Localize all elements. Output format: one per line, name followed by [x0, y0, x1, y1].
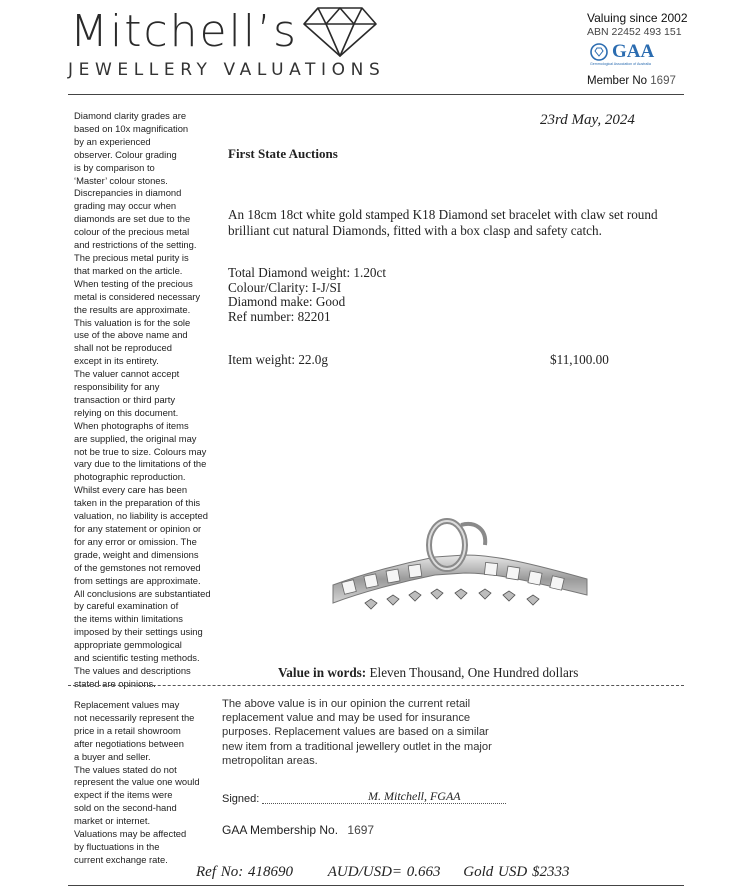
disclaimer-line: valuation, no liability is accepted: [74, 510, 208, 522]
replacement-line: a buyer and seller.: [74, 750, 151, 762]
disclaimer-line: appropriate gemmological: [74, 639, 182, 651]
replacement-line: The values stated do not: [74, 763, 177, 775]
footer-divider: [68, 885, 684, 886]
disclaimer-line: except in its entirety.: [74, 355, 159, 367]
gem-badge-icon: [590, 43, 608, 61]
bracelet-photo: [325, 515, 595, 627]
item-description: An 18cm 18ct white gold stamped K18 Diamond set bracelet with claw set round brilliant cut natural Diamonds, fitted with a box clasp and safety catch.: [228, 207, 658, 238]
disclaimer-line: This valuation is for the sole: [74, 316, 191, 328]
item-weight: Item weight: 22.0g: [228, 352, 328, 367]
disclaimer-line: and restrictions of the setting.: [74, 239, 197, 251]
disclaimer-line: diamonds are set due to the: [74, 213, 191, 225]
disclaimer-text: [74, 110, 216, 691]
disclaimer-line: relying on this document.: [74, 406, 179, 418]
disclaimer-line: Whilst every care has been: [74, 484, 188, 496]
header-divider: [68, 94, 684, 95]
disclaimer-line: shall not be reproduced: [74, 342, 172, 354]
gaa-logo-sub: Gemmological Association of Australia: [590, 62, 651, 66]
client-name: First State Auctions: [228, 146, 338, 161]
diamond-logo-icon: [302, 4, 378, 58]
spec-line: Colour/Clarity: I-J/SI: [228, 279, 342, 295]
gaa-membership-label: GAA Membership No.: [222, 823, 339, 837]
replacement-line: not necessarily represent the: [74, 711, 195, 723]
valuing-since: Valuing since 2002: [587, 11, 688, 25]
disclaimer-line: metal is considered necessary: [74, 290, 201, 302]
disclaimer-line: is by comparison to: [74, 161, 155, 173]
disclaimer-line: of the gemstones not removed: [74, 561, 201, 573]
disclaimer-line: imposed by their settings using: [74, 626, 203, 638]
footer-gold-price: Gold USD $2333: [463, 864, 570, 880]
disclaimer-line: taken in the preparation of this: [74, 497, 201, 509]
replacement-note: [74, 699, 220, 867]
disclaimer-line: for any error or omission. The: [74, 535, 197, 547]
disclaimer-line: Discrepancies in diamond: [74, 187, 182, 199]
replacement-line: after negotiations between: [74, 737, 184, 749]
replacement-line: current exchange rate.: [74, 853, 168, 865]
item-value: $11,100.00: [550, 352, 609, 367]
disclaimer-line: The values and descriptions: [74, 664, 191, 676]
footer-ref: Ref No: 418690: [196, 864, 293, 880]
disclaimer-line: not be true to size. Colours may: [74, 445, 207, 457]
footer-line: [196, 864, 569, 881]
replacement-line: represent the value one would: [74, 776, 200, 788]
disclaimer-line: The precious metal purity is: [74, 251, 189, 263]
gaa-membership: [222, 823, 374, 837]
disclaimer-line: vary due to the limitations of the: [74, 458, 207, 470]
member-label: Member No: [587, 75, 648, 87]
spec-line: Total Diamond weight: 1.20ct: [228, 265, 387, 280]
disclaimer-line: the items within limitations: [74, 613, 183, 625]
disclaimer-line: colour of the precious metal: [74, 226, 190, 238]
disclaimer-line: ‘Master’ colour stones.: [74, 174, 168, 186]
value-words-label: Value in words:: [278, 665, 367, 680]
value-words-text: Eleven Thousand, One Hundred dollars: [369, 665, 579, 680]
disclaimer-line: the results are approximate.: [74, 303, 191, 315]
replacement-line: by fluctuations in the: [74, 840, 160, 852]
item-specs: [228, 266, 386, 324]
disclaimer-line: stated are opinions.: [74, 677, 156, 689]
disclaimer-line: that marked on the article.: [74, 264, 183, 276]
brand-subtitle: JEWELLERY VALUATIONS: [68, 60, 386, 80]
value-in-words: [278, 665, 578, 681]
disclaimer-line: based on 10x magnification: [74, 122, 189, 134]
gaa-membership-number: 1697: [347, 823, 375, 837]
disclaimer-line: observer. Colour grading: [74, 148, 177, 160]
disclaimer-line: The valuer cannot accept: [74, 368, 180, 380]
disclaimer-line: grade, weight and dimensions: [74, 548, 199, 560]
brand-name: Mitchell’s: [70, 6, 298, 57]
signature-name: M. Mitchell, FGAA: [368, 789, 461, 803]
disclaimer-line: Diamond clarity grades are: [74, 110, 187, 121]
disclaimer-line: When photographs of items: [74, 419, 189, 431]
abn-number: ABN 22452 493 151: [587, 26, 682, 38]
spec-line: Ref number: 82201: [228, 308, 331, 324]
disclaimer-line: for any statement or opinion or: [74, 523, 202, 534]
disclaimer-line: All conclusions are substantiated: [74, 587, 211, 599]
member-value: 1697: [650, 75, 676, 87]
gaa-logo-text: GAA: [612, 41, 655, 62]
disclaimer-line: photographic reproduction.: [74, 471, 186, 483]
disclaimer-line: from settings are approximate.: [74, 574, 201, 586]
replacement-line: price in a retail showroom: [74, 724, 181, 736]
valuation-date: 23rd May, 2024: [540, 112, 635, 128]
replacement-line: Valuations may be affected: [74, 828, 187, 840]
disclaimer-line: use of the above name and: [74, 329, 188, 341]
signed-label: Signed:: [222, 793, 260, 805]
disclaimer-line: and scientific testing methods.: [74, 652, 200, 664]
replacement-line: sold on the second-hand: [74, 802, 177, 814]
replacement-line: Replacement values may: [74, 699, 180, 710]
spec-line: Diamond make: Good: [228, 294, 346, 309]
disclaimer-line: When testing of the precious: [74, 277, 193, 289]
valuation-opinion: The above value is in our opinion the current retail replacement value and may be used for insurance purposes. Replacement values are based on a similar new item from a traditional jewellery outlet in the major metropolitan areas.: [222, 698, 492, 767]
member-number: [587, 75, 676, 87]
disclaimer-line: grading may occur when: [74, 200, 177, 212]
replacement-line: expect if the items were: [74, 789, 173, 801]
dashed-divider: [68, 685, 684, 686]
disclaimer-line: by an experienced: [74, 135, 151, 147]
replacement-line: market or internet.: [74, 815, 151, 827]
disclaimer-line: responsibility for any: [74, 381, 160, 393]
disclaimer-line: are supplied, the original may: [74, 432, 197, 444]
disclaimer-line: transaction or third party: [74, 393, 176, 405]
footer-exchange-rate: AUD/USD= 0.663: [327, 864, 441, 880]
disclaimer-line: by careful examination of: [74, 600, 179, 612]
